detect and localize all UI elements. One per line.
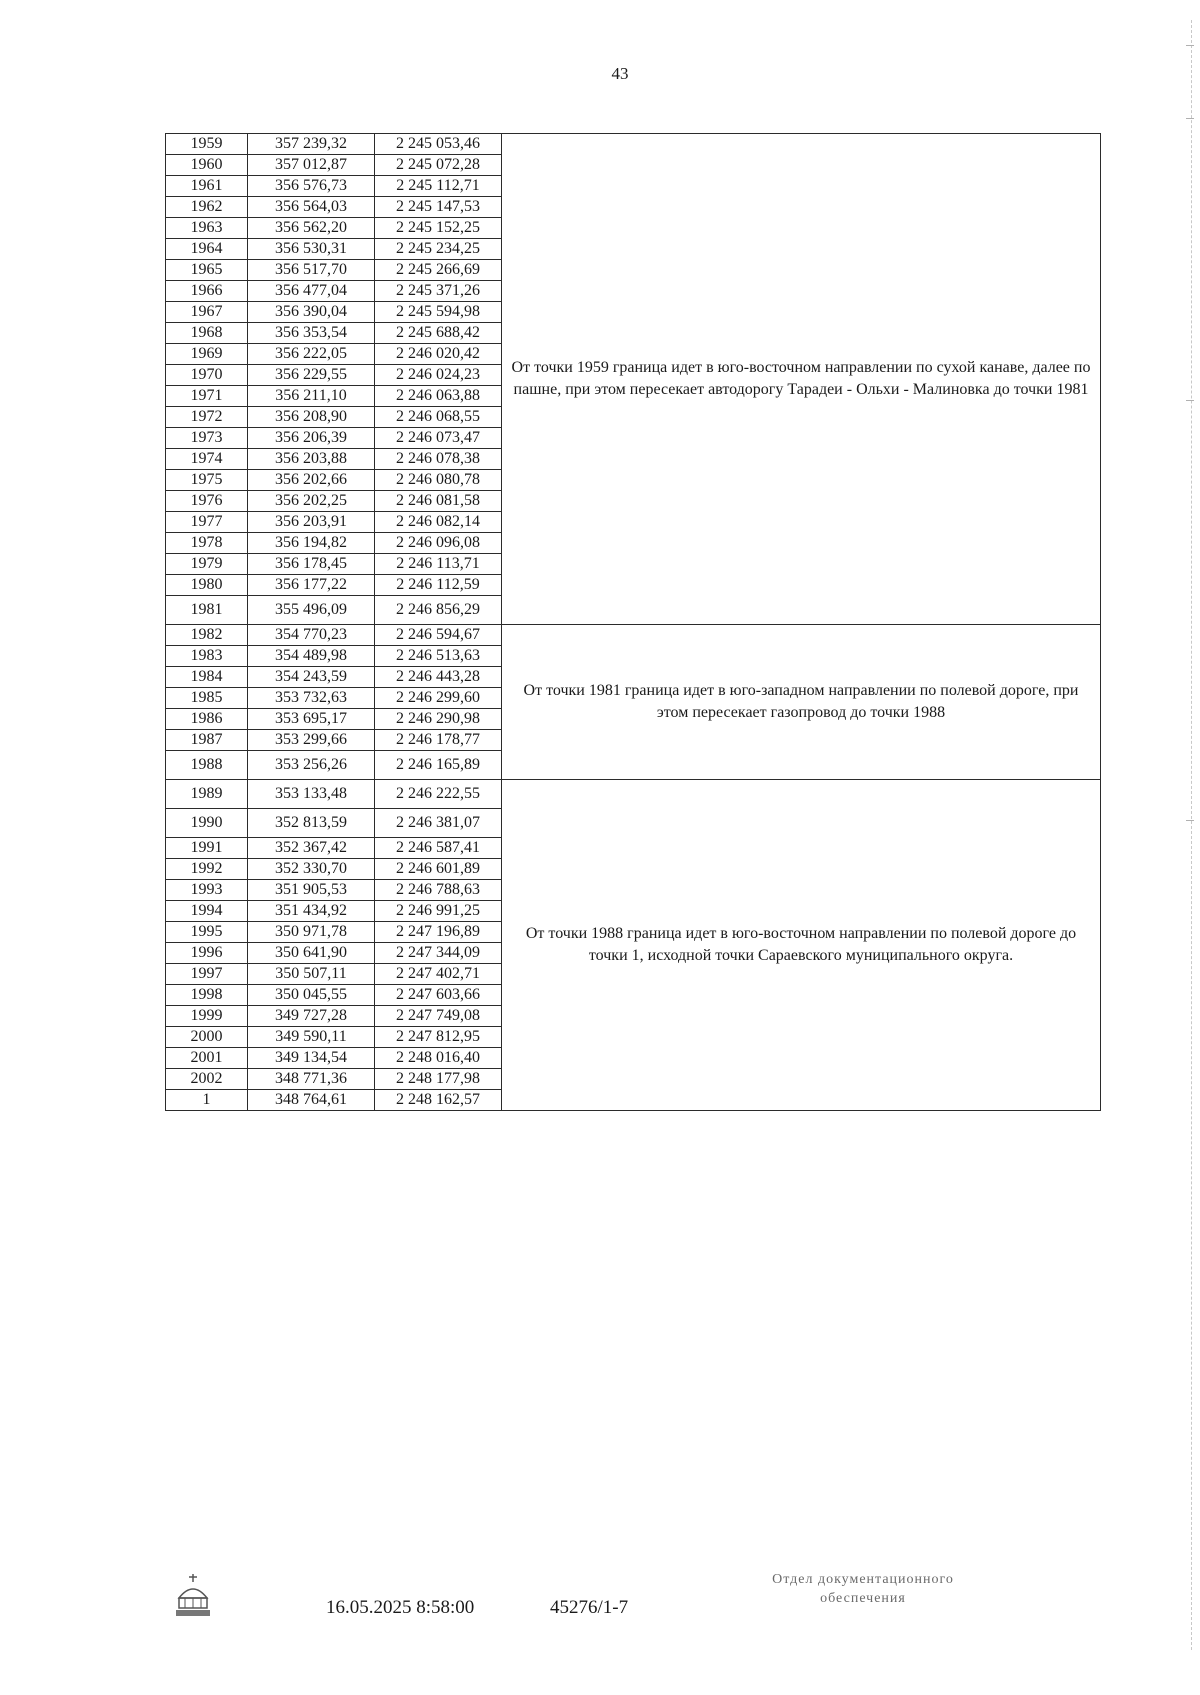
y-coordinate-cell: 2 246 788,63 [375,880,502,901]
y-coordinate-cell: 2 247 749,08 [375,1006,502,1027]
point-number-cell: 1961 [166,176,248,197]
point-number-cell: 1977 [166,512,248,533]
y-coordinate-cell: 2 246 222,55 [375,780,502,809]
point-number-cell: 1967 [166,302,248,323]
x-coordinate-cell: 354 489,98 [248,646,375,667]
table-row [166,780,1101,809]
stamp-line-1: Отдел документационного [772,1572,954,1587]
boundary-description-cell: От точки 1988 граница идет в юго-восточном направлении по полевой дороге до точки 1, исходной точки Сараевского муниципального округа. [502,780,1101,1111]
x-coordinate-cell: 348 764,61 [248,1090,375,1111]
x-coordinate-cell: 356 211,10 [248,386,375,407]
point-number-cell: 1987 [166,730,248,751]
y-coordinate-cell: 2 246 587,41 [375,838,502,859]
point-number-cell: 1997 [166,964,248,985]
x-coordinate-cell: 350 507,11 [248,964,375,985]
point-number-cell: 1991 [166,838,248,859]
y-coordinate-cell: 2 247 402,71 [375,964,502,985]
y-coordinate-cell: 2 247 812,95 [375,1027,502,1048]
y-coordinate-cell: 2 246 081,58 [375,491,502,512]
y-coordinate-cell: 2 245 371,26 [375,281,502,302]
footer-datetime: 16.05.2025 8:58:00 [326,1597,475,1618]
x-coordinate-cell: 356 202,25 [248,491,375,512]
x-coordinate-cell: 353 695,17 [248,709,375,730]
point-number-cell: 1995 [166,922,248,943]
point-number-cell: 1971 [166,386,248,407]
point-number-cell: 2000 [166,1027,248,1048]
table-row [166,134,1101,155]
y-coordinate-cell: 2 246 112,59 [375,575,502,596]
x-coordinate-cell: 354 770,23 [248,625,375,646]
x-coordinate-cell: 349 590,11 [248,1027,375,1048]
x-coordinate-cell: 356 353,54 [248,323,375,344]
point-number-cell: 1960 [166,155,248,176]
point-number-cell: 1998 [166,985,248,1006]
scan-tick [1186,118,1194,119]
y-coordinate-cell: 2 246 991,25 [375,901,502,922]
table-row [166,625,1101,646]
point-number-cell: 1981 [166,596,248,625]
y-coordinate-cell: 2 246 113,71 [375,554,502,575]
scan-tick [1186,400,1194,401]
x-coordinate-cell: 350 971,78 [248,922,375,943]
y-coordinate-cell: 2 246 080,78 [375,470,502,491]
y-coordinate-cell: 2 246 601,89 [375,859,502,880]
x-coordinate-cell: 356 562,20 [248,218,375,239]
point-number-cell: 1983 [166,646,248,667]
x-coordinate-cell: 354 243,59 [248,667,375,688]
y-coordinate-cell: 2 246 299,60 [375,688,502,709]
y-coordinate-cell: 2 247 344,09 [375,943,502,964]
boundary-description-cell: От точки 1959 граница идет в юго-восточном направлении по сухой канаве, далее по пашне, при этом пересекает автодорогу Тарадеи - Ольхи - Малиновка до точки 1981 [502,134,1101,625]
emblem-icon [173,1572,213,1620]
point-number-cell: 1994 [166,901,248,922]
x-coordinate-cell: 353 256,26 [248,751,375,780]
y-coordinate-cell: 2 245 234,25 [375,239,502,260]
y-coordinate-cell: 2 246 073,47 [375,428,502,449]
y-coordinate-cell: 2 246 078,38 [375,449,502,470]
y-coordinate-cell: 2 246 082,14 [375,512,502,533]
point-number-cell: 1984 [166,667,248,688]
point-number-cell: 1979 [166,554,248,575]
y-coordinate-cell: 2 245 266,69 [375,260,502,281]
x-coordinate-cell: 356 222,05 [248,344,375,365]
y-coordinate-cell: 2 246 513,63 [375,646,502,667]
point-number-cell: 1968 [166,323,248,344]
y-coordinate-cell: 2 246 856,29 [375,596,502,625]
point-number-cell: 1 [166,1090,248,1111]
point-number-cell: 1986 [166,709,248,730]
x-coordinate-cell: 350 045,55 [248,985,375,1006]
x-coordinate-cell: 357 239,32 [248,134,375,155]
scan-tick [1186,820,1194,821]
y-coordinate-cell: 2 248 162,57 [375,1090,502,1111]
x-coordinate-cell: 353 732,63 [248,688,375,709]
department-stamp [728,1570,998,1608]
boundary-description-cell: От точки 1981 граница идет в юго-западном направлении по полевой дороге, при этом пересекает газопровод до точки 1988 [502,625,1101,780]
x-coordinate-cell: 349 134,54 [248,1048,375,1069]
y-coordinate-cell: 2 248 016,40 [375,1048,502,1069]
point-number-cell: 1993 [166,880,248,901]
point-number-cell: 1959 [166,134,248,155]
y-coordinate-cell: 2 245 072,28 [375,155,502,176]
point-number-cell: 1989 [166,780,248,809]
y-coordinate-cell: 2 245 147,53 [375,197,502,218]
scan-edge-marks [1191,20,1192,1650]
x-coordinate-cell: 350 641,90 [248,943,375,964]
x-coordinate-cell: 352 813,59 [248,809,375,838]
point-number-cell: 1982 [166,625,248,646]
x-coordinate-cell: 352 367,42 [248,838,375,859]
point-number-cell: 1970 [166,365,248,386]
point-number-cell: 1988 [166,751,248,780]
x-coordinate-cell: 356 194,82 [248,533,375,554]
x-coordinate-cell: 357 012,87 [248,155,375,176]
x-coordinate-cell: 356 390,04 [248,302,375,323]
scan-tick [1186,45,1194,46]
y-coordinate-cell: 2 246 290,98 [375,709,502,730]
x-coordinate-cell: 352 330,70 [248,859,375,880]
x-coordinate-cell: 356 202,66 [248,470,375,491]
point-number-cell: 1963 [166,218,248,239]
point-number-cell: 1964 [166,239,248,260]
point-number-cell: 2002 [166,1069,248,1090]
point-number-cell: 1966 [166,281,248,302]
x-coordinate-cell: 356 203,88 [248,449,375,470]
y-coordinate-cell: 2 246 443,28 [375,667,502,688]
boundary-coordinates-table [165,133,1101,1111]
point-number-cell: 1974 [166,449,248,470]
point-number-cell: 1969 [166,344,248,365]
x-coordinate-cell: 356 564,03 [248,197,375,218]
y-coordinate-cell: 2 245 053,46 [375,134,502,155]
point-number-cell: 1999 [166,1006,248,1027]
point-number-cell: 1976 [166,491,248,512]
x-coordinate-cell: 356 178,45 [248,554,375,575]
x-coordinate-cell: 353 133,48 [248,780,375,809]
x-coordinate-cell: 349 727,28 [248,1006,375,1027]
x-coordinate-cell: 355 496,09 [248,596,375,625]
x-coordinate-cell: 356 576,73 [248,176,375,197]
footer-doc-number: 45276/1-7 [550,1597,629,1618]
point-number-cell: 2001 [166,1048,248,1069]
y-coordinate-cell: 2 246 594,67 [375,625,502,646]
x-coordinate-cell: 356 208,90 [248,407,375,428]
y-coordinate-cell: 2 245 594,98 [375,302,502,323]
x-coordinate-cell: 356 477,04 [248,281,375,302]
table-body [166,134,1101,1111]
page-number: 43 [611,64,629,83]
x-coordinate-cell: 348 771,36 [248,1069,375,1090]
point-number-cell: 1978 [166,533,248,554]
point-number-cell: 1965 [166,260,248,281]
x-coordinate-cell: 356 206,39 [248,428,375,449]
stamp-line-2: обеспечения [820,1591,906,1606]
point-number-cell: 1972 [166,407,248,428]
x-coordinate-cell: 351 434,92 [248,901,375,922]
point-number-cell: 1962 [166,197,248,218]
y-coordinate-cell: 2 245 112,71 [375,176,502,197]
y-coordinate-cell: 2 246 068,55 [375,407,502,428]
y-coordinate-cell: 2 245 688,42 [375,323,502,344]
x-coordinate-cell: 356 530,31 [248,239,375,260]
y-coordinate-cell: 2 246 096,08 [375,533,502,554]
y-coordinate-cell: 2 248 177,98 [375,1069,502,1090]
point-number-cell: 1990 [166,809,248,838]
y-coordinate-cell: 2 246 063,88 [375,386,502,407]
y-coordinate-cell: 2 246 165,89 [375,751,502,780]
y-coordinate-cell: 2 247 196,89 [375,922,502,943]
x-coordinate-cell: 356 203,91 [248,512,375,533]
point-number-cell: 1992 [166,859,248,880]
y-coordinate-cell: 2 246 020,42 [375,344,502,365]
x-coordinate-cell: 351 905,53 [248,880,375,901]
point-number-cell: 1973 [166,428,248,449]
point-number-cell: 1996 [166,943,248,964]
point-number-cell: 1985 [166,688,248,709]
y-coordinate-cell: 2 245 152,25 [375,218,502,239]
x-coordinate-cell: 356 177,22 [248,575,375,596]
x-coordinate-cell: 356 229,55 [248,365,375,386]
y-coordinate-cell: 2 246 381,07 [375,809,502,838]
y-coordinate-cell: 2 246 178,77 [375,730,502,751]
y-coordinate-cell: 2 247 603,66 [375,985,502,1006]
x-coordinate-cell: 356 517,70 [248,260,375,281]
point-number-cell: 1975 [166,470,248,491]
x-coordinate-cell: 353 299,66 [248,730,375,751]
point-number-cell: 1980 [166,575,248,596]
y-coordinate-cell: 2 246 024,23 [375,365,502,386]
